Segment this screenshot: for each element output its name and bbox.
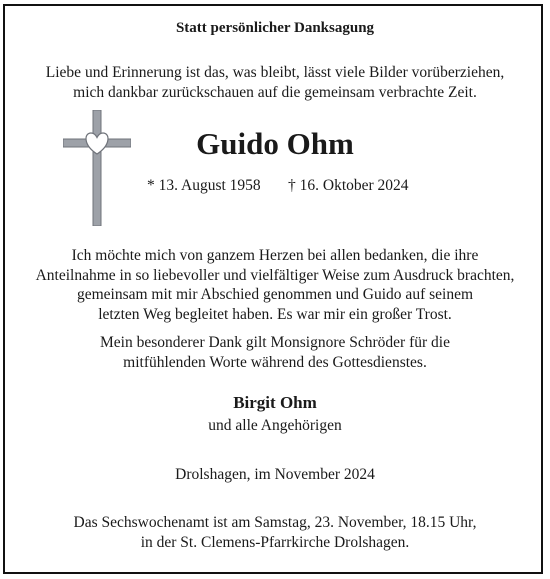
service-line: in der St. Clemens-Pfarrkirche Drolshagen. — [140, 533, 410, 551]
thanks-line: gemeinsam mit mir Abschied genommen und Guido auf seinem — [76, 286, 474, 303]
signer-name: Birgit Ohm — [233, 393, 317, 412]
notice-heading: Statt persönlicher Danksagung — [175, 20, 375, 36]
service-line: Das Sechswochenamt ist am Samstag, 23. November, 18.15 Uhr, — [73, 514, 477, 531]
birth-date: * 13. August 1958 — [147, 177, 261, 194]
thanks-line: Anteilnahme in so liebevoller und vielfältiger Weise zum Ausdruck brachten, — [35, 266, 515, 284]
signer-subtitle: und alle Angehörigen — [208, 417, 342, 434]
thanks-line: letzten Weg begleitet haben. Es war mir ein großer Trost. — [98, 305, 452, 323]
intro-line: Liebe und Erinnerung ist das, was bleibt, lässt viele Bilder vorüberziehen, — [45, 64, 505, 81]
special-thanks-line: Mein besonderer Dank gilt Monsignore Schröder für die — [100, 334, 450, 351]
intro-text — [0, 63, 550, 102]
special-thanks-line: mitfühlenden Worte während des Gottesdienstes. — [123, 353, 427, 371]
place-date: Drolshagen, im November 2024 — [175, 466, 375, 483]
special-thanks-paragraph — [0, 333, 550, 372]
death-date: † 16. Oktober 2024 — [288, 177, 409, 194]
thanks-line: Ich möchte mich von ganzem Herzen bei allen bedanken, die ihre — [71, 247, 479, 264]
deceased-name: Guido Ohm — [196, 126, 354, 161]
intro-line: mich dankbar zurückschauen auf die gemeinsam verbrachte Zeit. — [73, 83, 477, 101]
thanks-paragraph — [0, 246, 550, 324]
service-announcement — [0, 513, 550, 552]
